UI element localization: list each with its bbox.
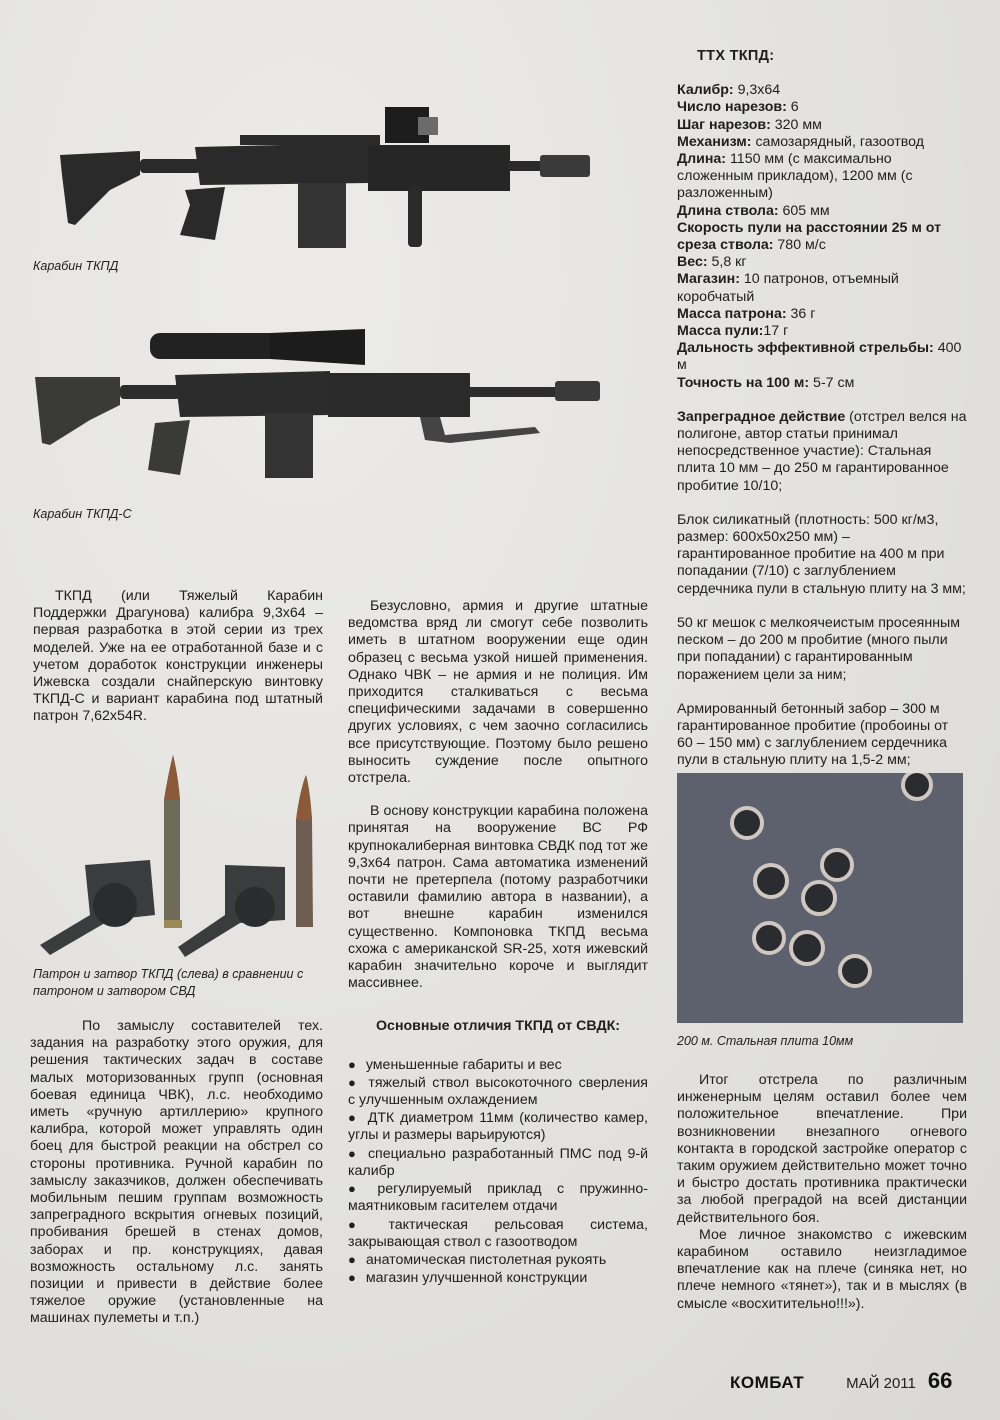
spec-row (677, 340, 967, 374)
spec-row (677, 306, 967, 323)
differences-item (348, 1056, 648, 1074)
paragraph: Безусловно, армия и другие штатные ведомства вряд ли смогут себе позволить иметь в штатном вооружении еще один образец с весьма узкой нишей применения. Однако ЧВК – не армия и не полиция. Им приходится сталкиваться с весьма специфическими задачами в совершенно других условиях, с чем заочно согласились все присутствующие. Поэтому было решено выносить суждение после опытного отстрела. (348, 598, 648, 787)
differences-item-text: тактическая рельсовая система, закрывающая ствол с газоотводом (348, 1216, 649, 1250)
spec-value: 9,3х64 (733, 82, 781, 99)
steel-plate-photo (677, 773, 963, 1023)
caption-carbine-tkpd: Карабин ТКПД (33, 259, 119, 273)
spec-label: Длина ствола: (677, 202, 779, 219)
caption-cartridges: Патрон и затвор ТКПД (слева) в сравнении с патроном и затвором СВД (33, 967, 304, 998)
caption-steel-plate: 200 м. Стальная плита 10мм (677, 1034, 854, 1048)
spec-label: Магазин: (677, 271, 740, 288)
bullet-icon: ● (348, 1056, 356, 1072)
penetration-intro-text: (отстрел велся на полигоне, автор статьи принимал непосредственное участие): Стальная плита 10 мм – до 250 м гарантированное пробитие 10/10; (677, 408, 967, 494)
differences-item-text: тяжелый ствол высокоточного сверления с улучшенным охлаждением (348, 1074, 648, 1109)
specs-panel (677, 48, 967, 770)
spec-label: Шаг нарезов: (677, 116, 771, 133)
spec-value: 400 м (677, 340, 962, 374)
spec-value: 1150 мм (с максимально сложенным прикладом), 1200 мм (с разложенным) (677, 151, 913, 202)
spec-value: 605 мм (778, 202, 830, 219)
bullet-icon: ● (348, 1216, 379, 1232)
differences-item-text: магазин улучшенной конструкции (365, 1270, 588, 1287)
differences-item (348, 1109, 648, 1144)
article-col2 (348, 598, 648, 1287)
penetration-heading: Запреградное действие (677, 408, 846, 425)
cartridges-bolts-photo (30, 745, 330, 960)
paragraph: В основу конструкции карабина положена принятая на вооружение ВС РФ крупнокалиберная винтовка СВДК под тот же 9,3х64 патрон. Сама автоматика изменений почти не претерпела (потому разработчики оставили фамилию автора в названии), а вот внешне карабин изменился существенно. Компоновка ТКПД весьма схожа с американской SR-25, хотя ижевский карабин значительно короче и выглядит массивнее. (348, 803, 648, 992)
spec-label: Точность на 100 м: (677, 374, 810, 391)
spec-row (677, 151, 967, 203)
article-col1-intro (33, 588, 323, 726)
spec-value: 6 (786, 99, 799, 116)
differences-item (348, 1180, 648, 1215)
spec-row (677, 323, 967, 340)
paragraph: ТКПД (или Тяжелый Карабин Поддержки Драгунова) калибра 9,3х64 – первая разработка в этой серии из трех моделей. Уже на ее отработанной базе и с учетом доработок конструкции инженеры Ижевска создали снайперскую винтовку ТКПД-С и вариант карабина под штатный патрон 7,62х54R. (33, 588, 323, 725)
differences-list (348, 1056, 648, 1288)
spec-value: 36 г (786, 305, 816, 322)
spec-label: Масса пули: (677, 323, 764, 340)
spec-row (677, 203, 967, 220)
spec-value: 320 мм (770, 116, 822, 133)
bullet-icon: ● (348, 1270, 356, 1286)
spec-value: 10 патронов, отъемный коробчатый (677, 271, 899, 305)
spec-label: Длина: (677, 151, 727, 168)
spec-label: Дальность эффективной стрельбы: (677, 340, 934, 357)
page-footer (730, 1368, 952, 1394)
page-number: 66 (927, 1368, 953, 1393)
caption-carbine-tkpd-s: Карабин ТКПД-С (33, 507, 132, 521)
spec-value: 5,8 кг (707, 254, 747, 271)
spec-row (677, 271, 967, 305)
differences-item-text: уменьшенные габариты и вес (365, 1056, 562, 1073)
spec-label: Калибр: (677, 82, 734, 99)
spec-row (677, 134, 967, 151)
differences-item-text: регулируемый приклад с пружинно-маятниковым гасителем отдачи (348, 1181, 648, 1215)
spec-label: Число нарезов: (677, 99, 787, 116)
article-col3 (677, 1072, 967, 1313)
spec-row (677, 220, 967, 254)
carbine-tkpd-photo (40, 95, 640, 255)
spec-label: Вес: (677, 254, 708, 271)
differences-title: Основные отличия ТКПД от СВДК: (376, 1018, 620, 1035)
differences-item-text: ДТК диаметром 11мм (количество камер, углы и размеры варьируются) (348, 1110, 648, 1144)
spec-value: 17 г (763, 323, 789, 340)
magazine-brand: КОМБАТ (730, 1373, 805, 1392)
bullet-icon: ● (348, 1074, 359, 1090)
bullet-icon: ● (348, 1145, 358, 1161)
spec-value: самозарядный, газоотвод (751, 133, 924, 150)
penetration-item: 50 кг мешок с мелкоячеистым просеянным песком – до 200 м пробитие (много пыли при попадании) с гарантированным поражением цели за ним; (677, 614, 960, 683)
spec-row (677, 99, 967, 116)
spec-value: 780 м/с (773, 237, 826, 254)
differences-item-text: специально разработанный ПМС под 9-й калибр (348, 1145, 648, 1179)
differences-item (348, 1074, 648, 1109)
bullet-icon: ● (348, 1181, 368, 1197)
article-col1-main (30, 1018, 323, 1328)
bullet-icon: ● (348, 1251, 356, 1267)
differences-item (348, 1269, 648, 1287)
differences-item-text: анатомическая пистолетная рукоять (365, 1251, 607, 1268)
specs-title: ТТХ ТКПД: (697, 48, 775, 64)
differences-item (348, 1251, 648, 1269)
carbine-tkpd-s-photo (30, 325, 630, 490)
issue-date: МАЙ 2011 (846, 1375, 916, 1392)
spec-label: Механизм: (677, 133, 752, 150)
penetration-intro (677, 409, 967, 495)
spec-label: Масса патрона: (677, 305, 787, 322)
spec-value: 5-7 см (809, 374, 855, 391)
paragraph: Итог отстрела по различным инженерным целям оставил более чем положительное впечатление. При возникновении внезапного огневого контакта в городской застройке оператор с таким оружием действительно может точно и быстро достать противника практически за любой преградой на всей дистанции действительного боя. (677, 1072, 967, 1226)
penetration-item: Блок силикатный (плотность: 500 кг/м3, размер: 600х50х250 мм) – гарантированное пробитие на 400 м при попадании (7/10) с заглублением сердечника пули в стальную плиту на 3 мм; (677, 511, 966, 597)
spec-row (677, 254, 967, 271)
bullet-icon: ● (348, 1110, 358, 1126)
spec-row (677, 117, 967, 134)
paragraph: По замыслу составителей тех. задания на разработку этого оружия, для решения тактических задач в составе малых моторизованных групп (основная боевая единица ЧВК), л.с. необходимо иметь «ручную артиллерию» крупного калибра, которой может управлять один боец для быстрой реакции на обстрел со стороны противника. Ручной карабин по замыслу заказчиков, должен обеспечивать мобильным пешим группам возможность запреградного вскрытия огневых позиций, пробивания брешей в стенах домов, заборах и пр. конструкциях, давая возможность остальному л.с. занять позиции и привести в действие более тяжелое оружие (установленные на машинах пулеметы и т.п.) (30, 1018, 323, 1327)
spec-label: Скорость пули на расстоянии 25 м от среза ствола: (677, 219, 942, 254)
spec-row (677, 375, 967, 392)
penetration-item: Армированный бетонный забор – 300 м гарантированное пробитие (пробоины от 60 – 150 мм) с заглублением сердечника пули в стальную плиту на 1,5-2 мм; (677, 700, 949, 769)
differences-item (348, 1145, 648, 1180)
differences-item (348, 1216, 648, 1251)
spec-row (677, 82, 967, 99)
paragraph: Мое личное знакомство с ижевским карабином оставило неизгладимое впечатление как на плече (синяка нет, но плече немного «тянет»), так и в мыслях (в смысле «восхитительно!!!»). (677, 1226, 967, 1312)
